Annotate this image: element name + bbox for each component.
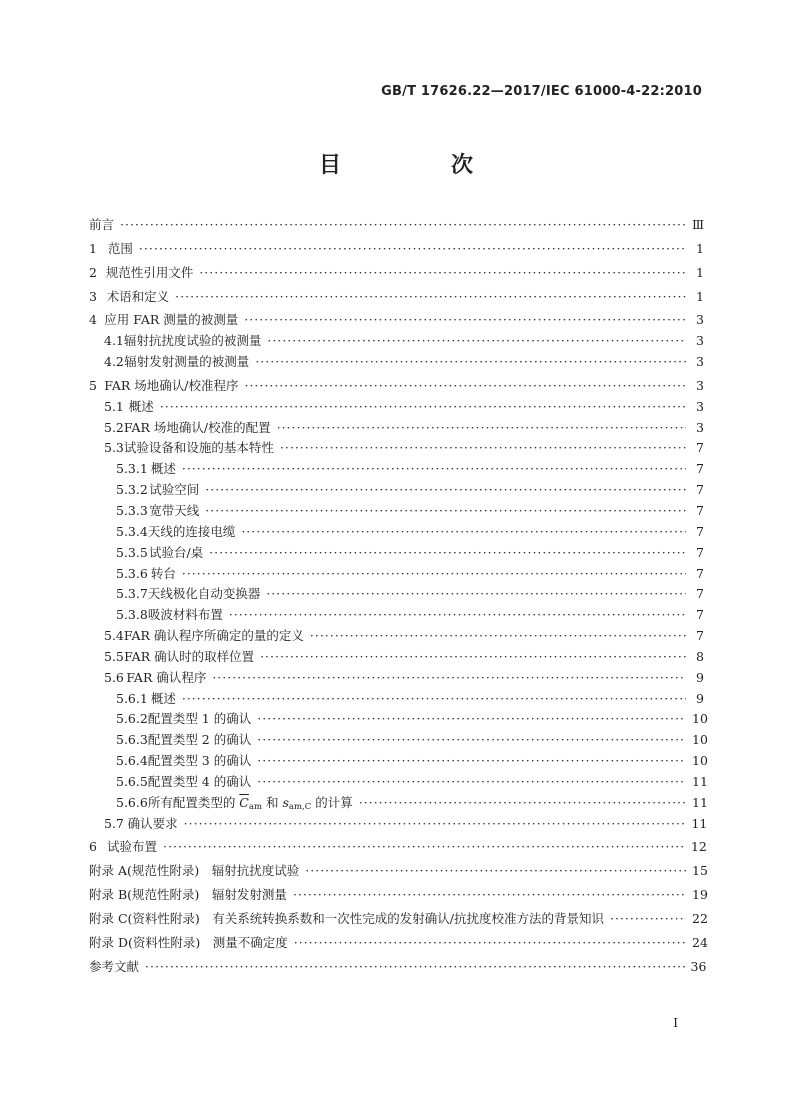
toc-entry-title: 辐射发射测量的被测量: [124, 354, 250, 370]
toc-entry-number: 5.3.1: [116, 461, 148, 477]
toc-entry[interactable]: [89, 709, 708, 730]
toc-entry-number: 附录 A: [89, 863, 128, 879]
toc-entry-page: Ⅲ: [692, 217, 705, 232]
toc-entry-number: 5.3.8: [116, 607, 148, 623]
toc-entry-number: 2: [89, 264, 97, 280]
toc-entry-page: 1: [696, 264, 704, 280]
toc-entry-title: (规范性附录) 辐射发射测量: [127, 887, 287, 903]
toc-entry-page: 11: [692, 773, 708, 789]
toc-entry-title: 试验空间: [149, 482, 200, 498]
toc-entry-page: 7: [696, 440, 704, 456]
toc-entry-page: 19: [692, 887, 708, 903]
toc-entry-number: 5.5: [104, 648, 124, 664]
toc-entry[interactable]: [89, 793, 708, 814]
toc-entry-page: 3: [696, 354, 704, 370]
dot-leader: [175, 287, 686, 308]
toc-entry[interactable]: [89, 837, 707, 858]
dot-leader: [205, 501, 686, 522]
dot-leader: [280, 438, 686, 459]
toc-entry-title: 术语和定义: [106, 288, 170, 304]
toc-entry-page: 7: [696, 502, 704, 518]
dot-leader: [257, 772, 686, 793]
toc-entry-page: 3: [696, 312, 704, 328]
toc-entry[interactable]: [89, 564, 704, 585]
toc-entry-page: 22: [692, 911, 708, 926]
toc-entry-number: 5.3.6: [116, 565, 148, 581]
toc-entry-number: 1: [89, 240, 97, 256]
toc-entry-title: 所有配置类型的 $\overline{C}_{am}$ 和 $s_{am,C}$ 的计算: [147, 794, 353, 812]
toc-entry[interactable]: [89, 885, 708, 906]
toc-entry[interactable]: [89, 418, 704, 439]
dot-leader: [139, 239, 686, 260]
toc-entry-title: 规范性引用文件: [105, 264, 194, 280]
toc-entry-number: 5.6.1: [116, 690, 148, 706]
toc-entry-title: 试验设备和设施的基本特性: [123, 440, 274, 456]
toc-entry-page: 7: [696, 586, 704, 602]
toc-entry[interactable]: [89, 668, 704, 689]
dot-leader: [257, 709, 686, 730]
toc-entry-title: FAR 确认程序所确定的量的定义: [123, 628, 304, 644]
dot-leader: [182, 689, 686, 710]
toc-entry-title: 概述: [150, 461, 176, 477]
toc-entry-title: 辐射抗扰度试验的被测量: [123, 333, 262, 349]
toc-entry-number: 3: [89, 288, 97, 304]
dot-leader: [145, 957, 685, 978]
toc-entry-number: 5: [89, 377, 97, 393]
toc-entry-number: 附录 C: [89, 911, 128, 926]
dot-leader: [241, 522, 686, 543]
dot-leader: [257, 751, 686, 772]
toc-entry-number: 5.3.3: [116, 502, 148, 518]
dot-leader: [184, 814, 686, 835]
toc-entry-title: 前言: [89, 217, 115, 232]
toc-entry-number: 5.6.4: [116, 753, 148, 769]
toc-entry-page: 9: [696, 690, 704, 706]
toc-entry-page: 7: [696, 461, 704, 477]
toc-entry-title: 范围: [107, 240, 133, 256]
dot-leader: [267, 331, 686, 352]
dot-leader: [163, 837, 685, 858]
dot-leader: [205, 480, 686, 501]
dot-leader: [199, 263, 686, 284]
toc-entry[interactable]: [89, 397, 704, 418]
toc-entry-title: 配置类型 3 的确认: [147, 753, 252, 769]
toc-entry-title: 转台: [150, 565, 176, 581]
toc-entry-number: 5.6.5: [116, 773, 148, 789]
toc-entry[interactable]: [89, 605, 704, 626]
toc-entry[interactable]: [89, 480, 704, 501]
toc-entry-title: 配置类型 1 的确认: [147, 711, 252, 727]
toc-entry-number: 5.6.6: [116, 794, 148, 810]
toc-entry-number: 5.6: [104, 669, 124, 685]
toc-entry[interactable]: [89, 522, 704, 543]
toc-entry-title: FAR 确认时的取样位置: [124, 648, 255, 664]
toc-entry-title: 吸波材料布置: [147, 607, 223, 623]
toc-entry-number: 5.6.2: [116, 711, 148, 727]
toc-entry[interactable]: [89, 438, 704, 459]
toc-entry-number: 5.3: [104, 440, 124, 456]
toc-entry-page: 7: [696, 482, 704, 498]
dot-leader: [229, 605, 686, 626]
toc-entry-title: 配置类型 2 的确认: [147, 732, 252, 748]
toc-entry-page: 7: [696, 565, 704, 581]
toc-entry-title: 试验台/桌: [148, 544, 204, 560]
toc-entry[interactable]: [89, 861, 708, 882]
toc-entry-number: 4.1: [104, 333, 124, 349]
dot-leader: [266, 584, 686, 605]
dot-leader: [120, 215, 686, 236]
toc-entry[interactable]: [89, 352, 704, 373]
toc-entry-title: FAR 场地确认/校准的配置: [123, 419, 271, 435]
toc-entry-page: 9: [696, 669, 704, 685]
toc-entry-title: 试验布置: [107, 839, 158, 855]
toc-entry[interactable]: [89, 239, 704, 260]
toc-entry-number: 5.3.4: [116, 523, 148, 539]
page-number: I: [673, 1016, 678, 1030]
toc-entry[interactable]: [89, 459, 704, 480]
toc-entry-title: (资料性附录) 有关系统转换系数和一次性完成的发射确认/抗扰度校准方法的背景知识: [127, 911, 605, 926]
toc-entry[interactable]: [89, 287, 704, 308]
toc-entry-title: 天线的连接电缆: [147, 523, 236, 539]
toc-entry-number: 5.3.5: [116, 544, 148, 560]
toc-entry-title: (资料性附录) 测量不确定度: [128, 934, 288, 950]
toc-entry[interactable]: [89, 331, 704, 352]
toc-entry-page: 12: [690, 839, 707, 855]
toc-entry-page: 7: [696, 523, 704, 539]
dot-leader: [209, 543, 686, 564]
toc-entry-page: 11: [692, 794, 708, 810]
toc-entry-title: 概述: [128, 398, 154, 414]
toc-entry-number: 附录 D: [89, 934, 128, 950]
toc-entry-number: 4.2: [104, 354, 124, 370]
dot-leader: [160, 397, 686, 418]
toc-entry-page: 3: [696, 419, 704, 435]
toc-entry-number: 附录 B: [89, 887, 128, 903]
dot-leader: [182, 459, 686, 480]
toc-entry-page: 3: [696, 333, 704, 349]
toc-entry[interactable]: [89, 957, 707, 978]
toc-entry-page: 10: [692, 753, 708, 769]
dot-leader: [293, 885, 686, 906]
dot-leader: [277, 418, 686, 439]
toc-entry[interactable]: [89, 501, 704, 522]
dot-leader: [294, 933, 686, 954]
toc-entry-page: 10: [692, 711, 708, 727]
dot-leader: [359, 793, 686, 814]
toc-entry[interactable]: [89, 626, 704, 647]
toc-entry-title: 确认要求: [127, 815, 178, 831]
toc-entry-title: (规范性附录) 辐射抗扰度试验: [127, 863, 300, 879]
toc-entry[interactable]: [89, 543, 704, 564]
toc-entry-page: 15: [692, 863, 708, 879]
toc-entry[interactable]: [89, 772, 708, 793]
toc-entry-page: 1: [696, 240, 704, 256]
dot-leader: [212, 668, 686, 689]
toc-entry-page: 1: [696, 288, 704, 304]
toc-entry[interactable]: [89, 263, 704, 284]
table-of-contents: [89, 215, 708, 978]
toc-entry-page: 3: [696, 377, 704, 393]
toc-entry[interactable]: [89, 647, 704, 668]
toc-entry-page: 36: [690, 958, 707, 974]
toc-entry[interactable]: [89, 310, 704, 331]
toc-entry-number: 4: [89, 312, 97, 328]
dot-leader: [182, 564, 686, 585]
toc-entry-number: 5.1: [104, 398, 124, 414]
toc-entry-number: 6: [89, 839, 97, 855]
toc-entry-title: 配置类型 4 的确认: [147, 773, 252, 789]
toc-entry-page: 3: [696, 398, 704, 414]
standard-id: GB/T 17626.22—2017/IEC 61000-4-22:2010: [381, 84, 702, 99]
toc-entry[interactable]: [89, 584, 704, 605]
toc-entry-title: FAR 场地确认/校准程序: [104, 377, 239, 393]
toc-entry-title: 应用 FAR 测量的被测量: [104, 312, 239, 328]
dot-leader: [244, 376, 686, 397]
toc-entry-page: 8: [696, 648, 704, 664]
toc-entry[interactable]: [89, 909, 708, 930]
dot-leader: [260, 647, 686, 668]
toc-entry-number: 5.4: [104, 628, 124, 644]
toc-entry-page: 24: [692, 934, 708, 950]
toc-entry-page: 7: [696, 628, 704, 644]
toc-entry[interactable]: [89, 751, 708, 772]
toc-entry[interactable]: [89, 215, 704, 236]
toc-entry-title: 天线极化自动变换器: [147, 586, 261, 602]
dot-leader: [255, 352, 686, 373]
dot-leader: [244, 310, 686, 331]
toc-entry-page: 11: [691, 815, 708, 831]
page-title: 目 次: [318, 152, 517, 178]
toc-entry-page: 7: [696, 544, 704, 560]
toc-entry-number: 5.7: [104, 815, 124, 831]
dot-leader: [257, 730, 686, 751]
toc-entry-title: 概述: [150, 690, 176, 706]
dot-leader: [310, 626, 686, 647]
toc-entry-title: 宽带天线: [149, 502, 200, 518]
dot-leader: [305, 861, 686, 882]
toc-entry-number: 5.3.7: [116, 586, 148, 602]
toc-entry[interactable]: [89, 689, 704, 710]
toc-entry-number: 5.3.2: [116, 482, 148, 498]
toc-entry[interactable]: [89, 933, 708, 954]
toc-entry-title: 参考文献: [89, 958, 140, 974]
toc-entry-page: 7: [696, 607, 704, 623]
toc-entry[interactable]: [89, 376, 704, 397]
toc-entry-number: 5.2: [104, 419, 124, 435]
dot-leader: [610, 909, 686, 930]
toc-entry[interactable]: [89, 730, 708, 751]
toc-entry-page: 10: [692, 732, 708, 748]
toc-entry-number: 5.6.3: [116, 732, 148, 748]
toc-entry-title: FAR 确认程序: [126, 669, 207, 685]
